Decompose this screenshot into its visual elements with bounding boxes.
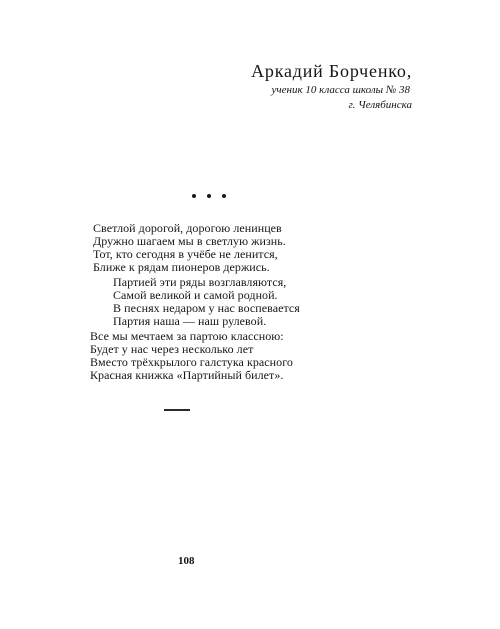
poem-line: Дружно шагаем мы в светлую жизнь. xyxy=(93,234,286,248)
page-number: 108 xyxy=(178,555,195,567)
poem-line: В песнях недаром у нас воспевается xyxy=(113,301,300,315)
poem-line: Самой великой и самой родной. xyxy=(113,288,278,302)
poem-line: Партия наша — наш рулевой. xyxy=(113,314,267,328)
separator-dot xyxy=(192,194,196,198)
poem-line: Красная книжка «Партийный билет». xyxy=(90,368,284,382)
poem-line: Будет у нас через несколько лет xyxy=(90,342,254,356)
poem-line: Светлой дорогой, дорогою ленинцев xyxy=(93,221,282,235)
author-name: Аркадий Борченко, xyxy=(251,61,412,81)
end-rule xyxy=(164,409,190,411)
poem-line: Ближе к рядам пионеров держись. xyxy=(93,260,270,274)
author-city: г. Челябинска xyxy=(348,99,412,111)
author-block xyxy=(251,60,412,112)
author-school: ученик 10 класса школы № 38 xyxy=(271,84,410,96)
poem-line: Все мы мечтаем за партою классною: xyxy=(90,329,284,343)
stanza-separator xyxy=(192,194,226,198)
separator-dot xyxy=(207,194,211,198)
poem-line: Партией эти ряды возглавляются, xyxy=(113,275,287,289)
poem-line: Тот, кто сегодня в учёбе не ленится, xyxy=(93,247,278,261)
poem-stanza-1 xyxy=(93,222,286,274)
separator-dot xyxy=(222,194,226,198)
poem-stanza-2 xyxy=(113,276,300,328)
poem-line: Вместо трёхкрылого галстука красного xyxy=(90,355,293,369)
poem-stanza-3 xyxy=(90,330,293,382)
